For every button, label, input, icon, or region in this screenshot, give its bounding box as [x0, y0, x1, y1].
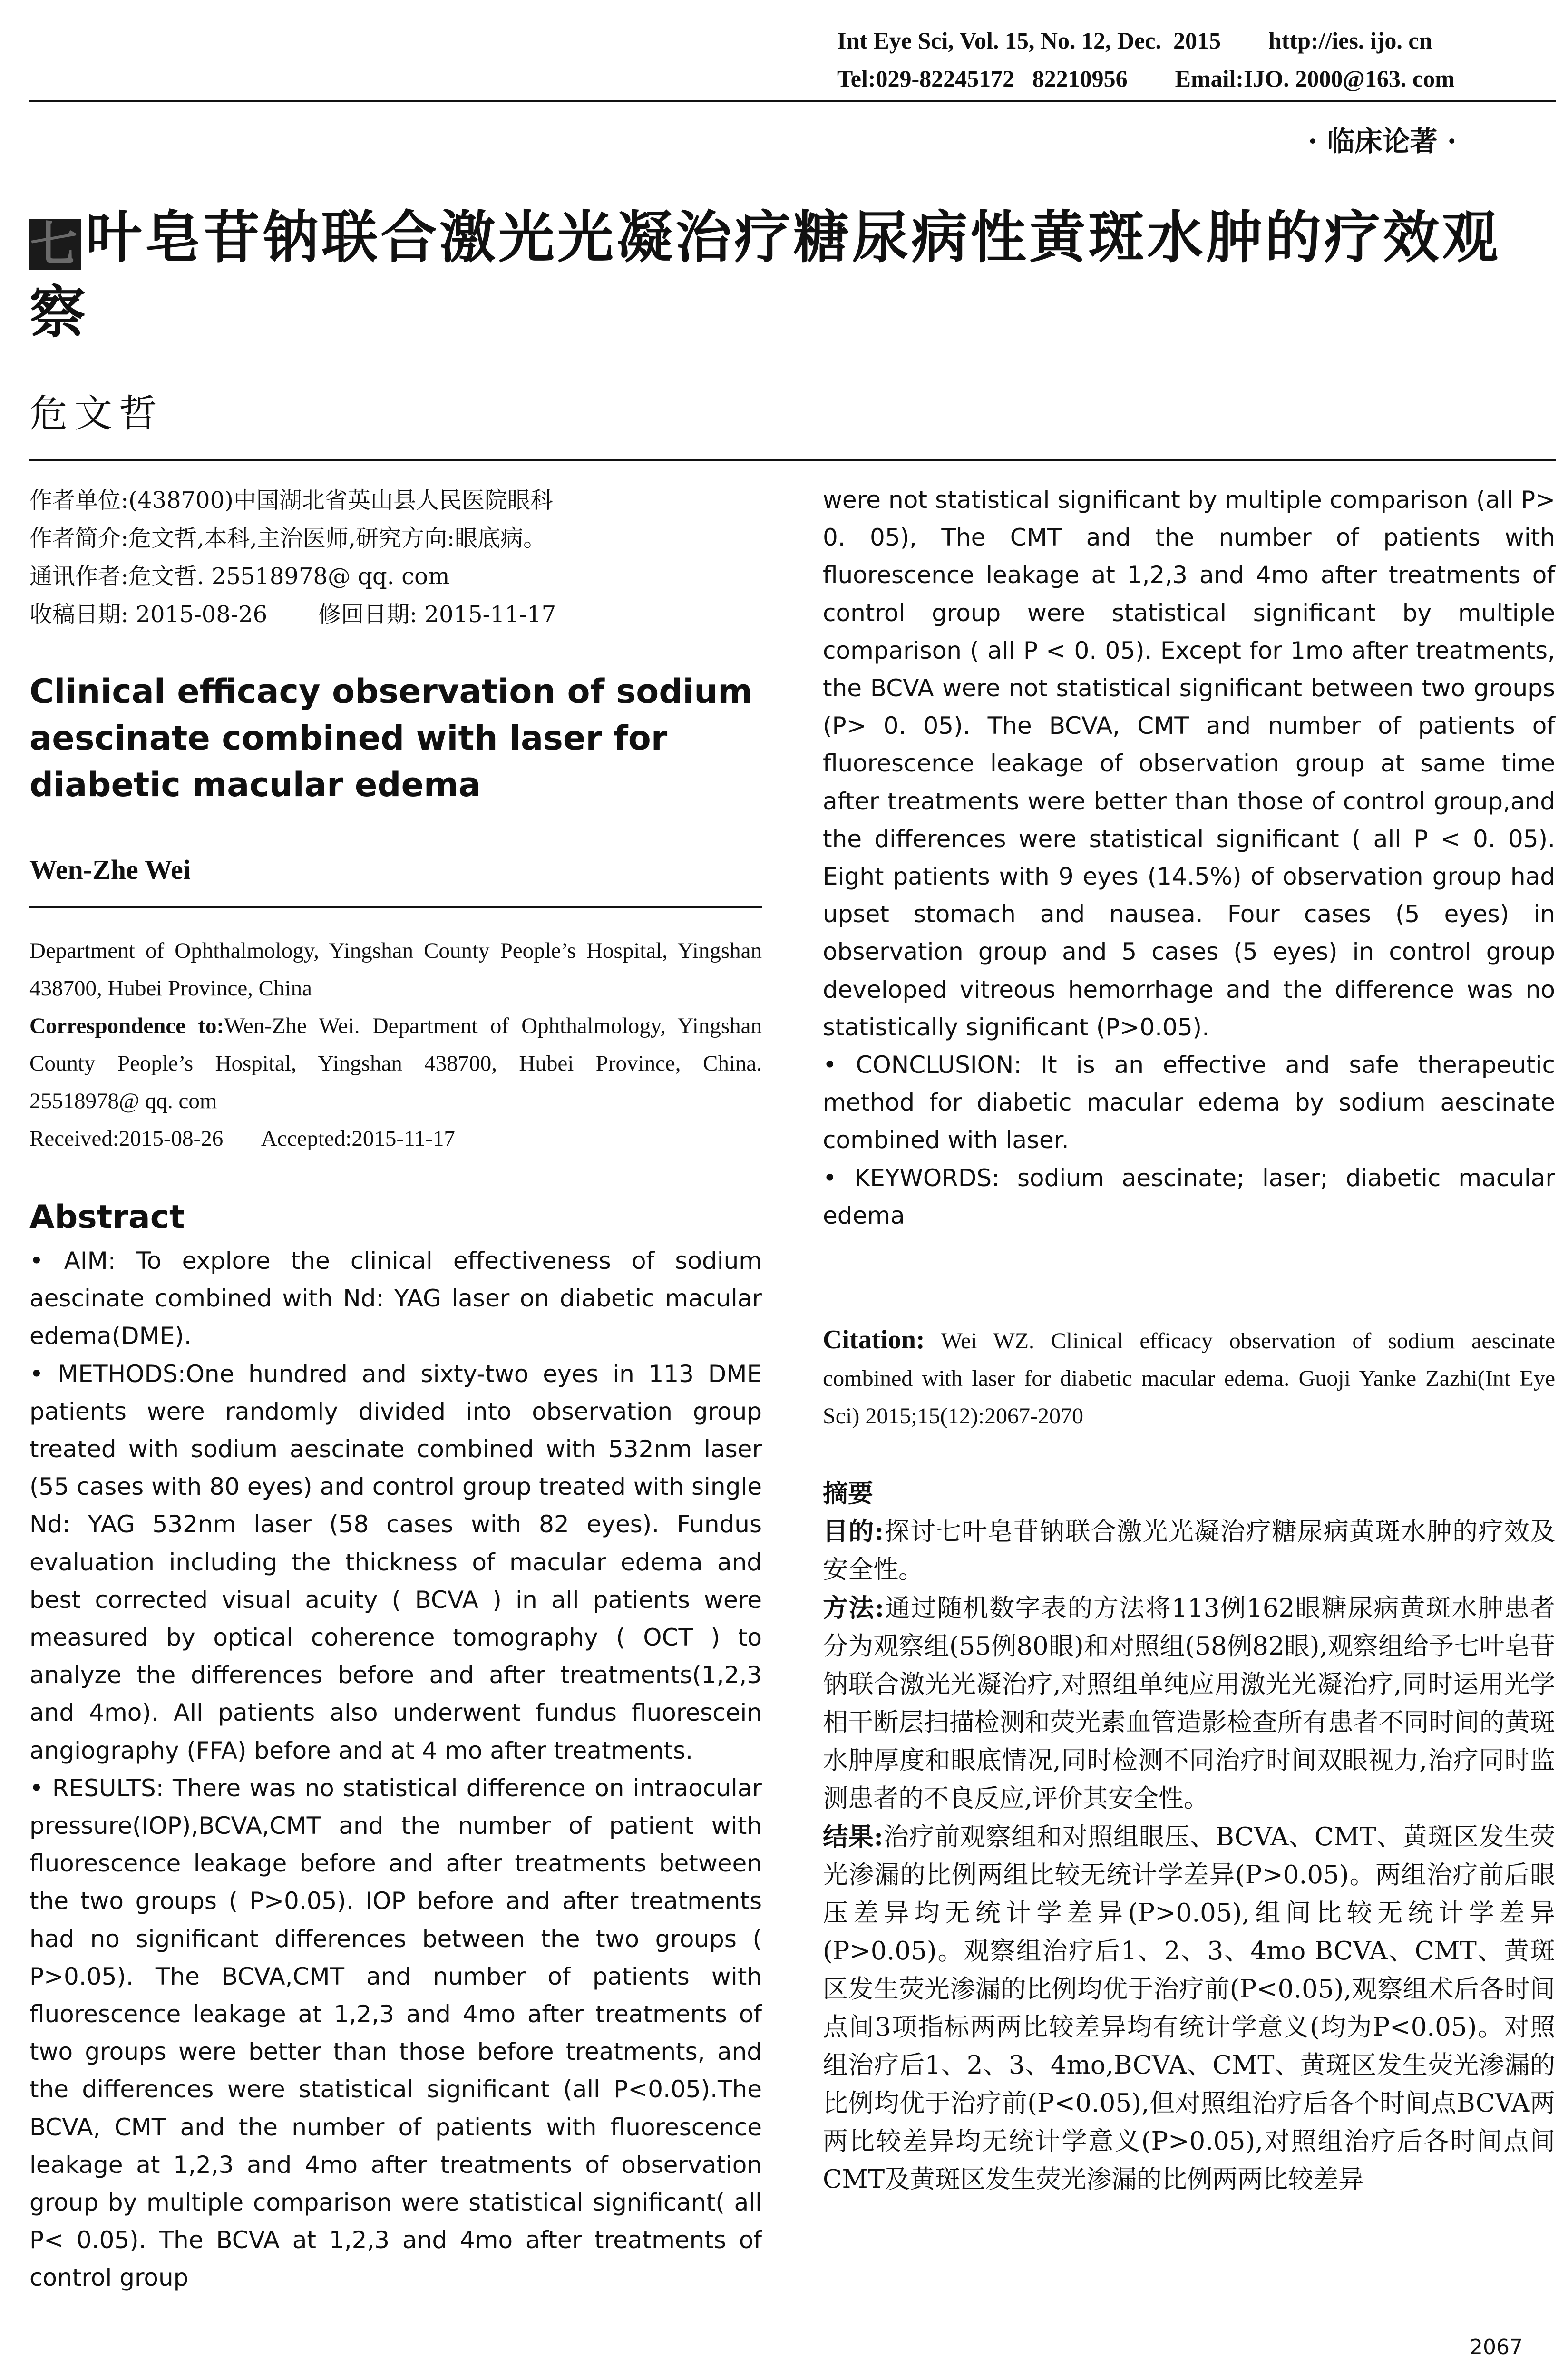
author-unit: 作者单位:(438700)中国湖北省英山县人民医院眼科 — [29, 487, 553, 514]
abstract-cn-methods-text: 通过随机数字表的方法将113例162眼糖尿病黄斑水肿患者分为观察组(55例80眼)和对照组(58例82眼),观察组给予七叶皂苷钠联合激光光凝治疗,对照组单纯应用激光光凝治疗,同时运用光学相干断层扫描检测和荧光素血管造影检查所有患者不同时间的黄斑水肿厚度和眼底情况,同时检测不同治疗时间双眼视力,治疗同时监测患者的不良反应,评价其安全性。 — [823, 1594, 1555, 1813]
journal-header-line2: Tel:029-82245172 82210956 Email:IJO. 2000@163. com — [837, 65, 1455, 92]
page-number: 2067 — [1470, 2335, 1523, 2359]
affiliation-rule — [29, 906, 762, 908]
abstract-conclusion: • CONCLUSION: It is an effective and safe therapeutic method for diabetic macular edema by sodium aescinate combined with laser. — [823, 1051, 1555, 1154]
author-info-cn — [29, 481, 762, 633]
affiliation-dept: Department of Ophthalmology, Yingshan County People’s Hospital, Yingshan 438700, Hubei Province, China — [29, 938, 762, 1001]
abstract-left-column — [29, 1242, 762, 2297]
author-cn: 危文哲 — [29, 391, 164, 436]
abstract-results-part2: were not statistical significant by multiple comparison (all P> 0. 05), The CMT and the number of patients with fluorescence leakage at 1,2,3 and 4mo after treatments of control group were statistical significant by multiple comparison ( all P < 0. 05). Except for 1mo after treatments, the BCVA were not statistical significant between two groups (P> 0. 05). The BCVA, CMT and number of patients of fluorescence leakage of observation group at same time after treatments were better than those of control group,and the differences were statistical significant ( all P < 0. 05). Eight patients with 9 eyes (14.5%) of observation group had upset stomach and nausea. Four cases (5 eyes) in observation group and 5 cases (5 eyes) in control group developed vitreous hemorrhage and the difference was no statistically significant (P>0.05). — [823, 486, 1555, 1041]
abstract-cn-aim-text: 探讨七叶皂苷钠联合激光光凝治疗糖尿病黄斑水肿的疗效及安全性。 — [823, 1517, 1555, 1584]
abstract-results-part1: • RESULTS: There was no statistical difference on intraocular pressure(IOP),BCVA,CMT and the number of patient with fluorescence leakage before and after treatments between the two groups ( P>0.05). IOP before and after treatments had no significant differences between the two groups ( P>0.05). The BCVA,CMT and number of patients with fluorescence leakage at 1,2,3 and 4mo after treatments of two groups were better than those before treatments, and the differences were statistical significant (all P<0.05).The BCVA, CMT and the number of patients with fluorescence leakage at 1,2,3 and 4mo after treatments of observation group by multiple comparison were statistical significant( all P< 0.05). The BCVA at 1,2,3 and 4mo after treatments of control group — [29, 1774, 762, 2292]
received-dates-cn: 收稿日期: 2015-08-26 修回日期: 2015-11-17 — [29, 601, 556, 628]
abstract-right-column — [823, 481, 1555, 1235]
citation-block — [823, 1321, 1555, 1435]
title-first-char: 七 — [30, 216, 80, 272]
affiliation-block — [29, 932, 762, 1158]
author-bio: 作者简介:危文哲,本科,主治医师,研究方向:眼底病。 — [29, 525, 546, 552]
abstract-keywords: • KEYWORDS: sodium aescinate; laser; diabetic macular edema — [823, 1164, 1555, 1229]
abstract-cn — [823, 1474, 1555, 2199]
abstract-cn-aim — [823, 1512, 1555, 1589]
citation-label: Citation: — [823, 1325, 925, 1354]
citation-text: Wei WZ. Clinical efficacy observation of sodium aescinate combined with laser for diabetic macular edema. Guoji Yanke Zazhi(Int Eye Sci) 2015;15(12):2067-2070 — [823, 1328, 1555, 1429]
section-tag: · 临床论著 · — [1308, 125, 1457, 157]
corresponding-author: 通讯作者:危文哲. 25518978@ qq. com — [29, 563, 450, 590]
received-dates-en: Received:2015-08-26 Accepted:2015-11-17 — [29, 1126, 455, 1151]
correspondence — [29, 1007, 762, 1120]
abstract-heading: Abstract — [29, 1198, 185, 1236]
article-title-cn — [29, 200, 1556, 350]
abstract-cn-methods — [823, 1589, 1555, 1818]
article-title-en: Clinical efficacy observation of sodium aescinate combined with laser for diabetic macular edema — [29, 672, 753, 804]
title-rule — [29, 459, 1556, 461]
abstract-methods: • METHODS:One hundred and sixty-two eyes in 113 DME patients were randomly divided into observation group treated with sodium aescinate combined with 532nm laser (55 cases with 80 eyes) and control group treated with single Nd: YAG 532nm laser (58 cases with 82 eyes). Fundus evaluation including the thickness of macular edema and best corrected visual acuity ( BCVA ) in all patients were measured by optical coherence tomography ( OCT ) to analyze the differences before and after treatments(1,2,3 and 4mo). All patients also underwent fundus fluorescein angiography (FFA) before and at 4 mo after treatments. — [29, 1360, 762, 1764]
abstract-cn-aim-label: 目的: — [823, 1517, 884, 1546]
journal-header-line1: Int Eye Sci, Vol. 15, No. 12, Dec. 2015 http://ies. ijo. cn — [837, 27, 1432, 54]
abstract-cn-heading: 摘要 — [823, 1479, 873, 1508]
abstract-cn-methods-label: 方法: — [823, 1593, 885, 1623]
abstract-cn-results-label: 结果: — [823, 1822, 883, 1851]
correspondence-text: Wen-Zhe Wei. Department of Ophthalmology, Yingshan County People’s Hospital, Yingshan 438700, Hubei Province, China. 25518978@ qq. com — [29, 1013, 762, 1113]
abstract-cn-results — [823, 1818, 1555, 2199]
abstract-aim: • AIM: To explore the clinical effectiveness of sodium aescinate combined with Nd: YAG laser on diabetic macular edema(DME). — [29, 1247, 762, 1350]
abstract-cn-results-text: 治疗前观察组和对照组眼压、BCVA、CMT、黄斑区发生荧光渗漏的比例两组比较无统计学差异(P>0.05)。两组治疗前后眼压差异均无统计学差异(P>0.05),组间比较无统计学差异(P>0.05)。观察组治疗后1、2、3、4mo BCVA、CMT、黄斑区发生荧光渗漏的比例均优于治疗前(P<0.05),观察组术后各时间点间3项指标两两比较差异均有统计学意义(均为P<0.05)。对照组治疗后1、2、3、4mo,BCVA、CMT、黄斑区发生荧光渗漏的比例均优于治疗前(P<0.05),但对照组治疗后各个时间点BCVA两两比较差异均无统计学意义(P>0.05),对照组治疗后各时间点间CMT及黄斑区发生荧光渗漏的比例两两比较差异 — [823, 1822, 1555, 2194]
correspondence-label: Correspondence to: — [29, 1013, 224, 1038]
author-en: Wen-Zhe Wei — [29, 854, 191, 885]
header-rule — [29, 100, 1556, 102]
title-text: 叶皂苷钠联合激光光凝治疗糖尿病性黄斑水肿的疗效观察 — [29, 205, 1501, 345]
